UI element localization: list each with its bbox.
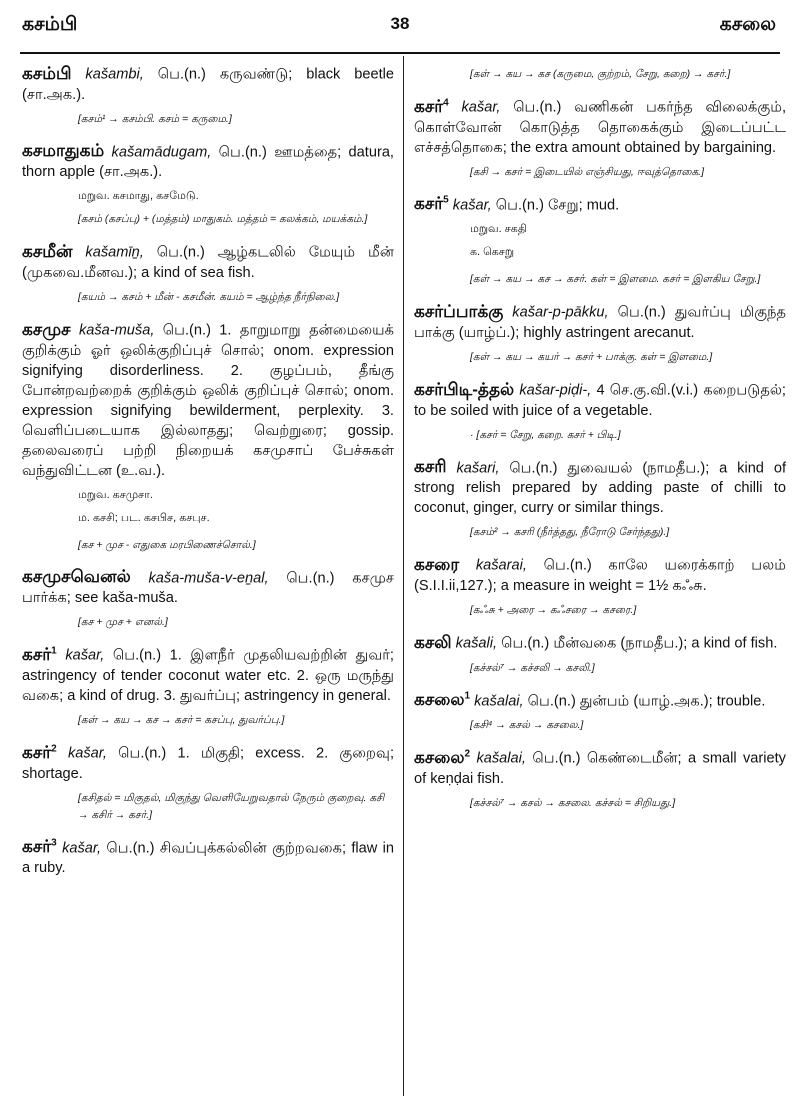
etymology-note: [கசிதல் = மிகுதல், மிகுந்து வெளியேறுவதால் நேரும் குறைவு. கசி → கசிர் → கசர்.] (78, 791, 385, 821)
entry-headword (22, 645, 57, 664)
transliteration: kašar, (67, 745, 107, 762)
definition-text: பெ.(n.) 1. மிகுதி; excess. 2. குறைவு; shortage. (22, 745, 395, 782)
headword-text: கசரை (414, 554, 460, 574)
definition-text: பெ.(n.) 1. இளநீர் முதலியவற்றின் துவர்; astringency of tender coconut water etc. 2. ஒரு மருந்து வகை; a kind of drug. 3. துவர்ப்பு; astringency in general. (22, 647, 394, 704)
headword-text: கசலி (414, 632, 452, 652)
right-column (414, 60, 786, 822)
dictionary-entry (22, 60, 394, 105)
transliteration: kašar-piḍi-, (519, 382, 592, 399)
transliteration: kaša-muša-v-eṉal, (148, 570, 269, 587)
entry-headword (414, 194, 449, 213)
etymology-note: [கசம்² → கசரி (நீர்த்தது, நீரோடு சேர்ந்தது).] (470, 526, 670, 539)
headword-text: கசலை (414, 690, 465, 710)
transliteration: kašar, (452, 197, 492, 214)
transliteration: kašarai, (475, 557, 527, 574)
page-number: 38 (390, 14, 410, 33)
right-guide-word: கசலை (719, 14, 776, 35)
entry-headword (414, 555, 459, 574)
entry-headword (22, 64, 71, 83)
entry-headword (414, 302, 503, 321)
page-header (0, 0, 800, 48)
definition-text: 4 செ.கு.வி.(v.i.) கறைபடுதல்; to be soiled with juice of a vegetable. (414, 382, 786, 419)
definition-text: பெ.(n.) மீன்வகை (நாமதீப.); a kind of fish. (497, 635, 778, 652)
headword-text: கசமாதுகம் (22, 141, 105, 161)
etymology-note: [கஃசு + அரை → கஃசரை → கசரை.] (470, 603, 637, 616)
transliteration: kašamīṉ, (85, 244, 144, 261)
headword-text: கசம்பி (22, 63, 72, 83)
definition-text: பெ.(n.) ஊமத்தை; datura, thorn apple (சா.அக.). (22, 144, 394, 181)
headword-text: கசரி (414, 457, 447, 477)
etymology-note: [கள் → கய → கயர் → கசர் + பாக்கு. கள் = இளமை.] (470, 350, 713, 363)
transliteration: kašalai, (476, 750, 526, 767)
etymology-note: [கச்சல்⁷ → கசல் → கசலை. கச்சல் = சிறியது.] (470, 796, 676, 809)
dictionary-entry (22, 739, 394, 784)
etymology-note: [கயம் → கசம் + மீன் - கசமீன். கயம் = ஆழ்ந்த நீர்நிலை.] (78, 290, 340, 303)
etymology-note: [கள் → கய → கச (கருமை, குற்றம், சேறு, கறை) → கசர்.] (470, 68, 731, 80)
dictionary-entry (22, 138, 394, 183)
entry-headword (414, 690, 470, 709)
homonym-number: 2 (51, 742, 57, 754)
headword-text: கசர் (414, 96, 444, 116)
headword-text: கசமுசவெனல் (22, 567, 131, 587)
homonym-number: 3 (51, 837, 57, 849)
headword-text: கசர் (22, 742, 52, 762)
transliteration: kašar, (65, 647, 105, 664)
headword-text: கசர்ப்பாக்கு (414, 301, 504, 321)
definition-text: பெ.(n.) துன்பம் (யாழ்.அக.); trouble. (523, 693, 766, 710)
cognate-note: க. கெசறு (470, 246, 515, 259)
homonym-number: 5 (443, 194, 449, 206)
etymology-note: [கச + முச - எதுகை மரபிணைச்சொல்.] (78, 538, 256, 551)
etymology-note: [கள் → கய → கச → கசர். கள் = இளமை. கசர் = இளகிய சேறு.] (470, 273, 761, 286)
entry-headword (414, 97, 449, 116)
definition-text: பெ.(n.) கெண்டைமீன்; a small variety of keṇḍai fish. (414, 750, 786, 787)
dictionary-entry (414, 551, 786, 596)
definition-text: பெ.(n.) காலே யரைக்காற் பலம் (S.I.I.ii,127.); a measure in weight = 1½ கஃசு. (414, 557, 786, 594)
synonym-note: மறுவ. சகதி (470, 223, 527, 236)
transliteration: kašari, (456, 460, 500, 477)
entry-headword (414, 633, 452, 652)
entry-headword (414, 380, 514, 399)
transliteration: kašar, (62, 840, 102, 857)
cognate-note: ம. கசசி; பட. கசபிச, கசபுச. (78, 511, 210, 524)
dictionary-entry (22, 564, 394, 609)
dictionary-entry (414, 93, 786, 158)
dictionary-entry (22, 316, 394, 481)
etymology-note: [கச + முச + எனல்.] (78, 616, 168, 629)
headword-text: கசர்பிடி-த்தல் (414, 379, 515, 399)
synonym-note: மறுவ. கசமாது, கசமேடு. (78, 190, 199, 203)
dictionary-entry (414, 454, 786, 519)
dictionary-entry (22, 238, 394, 283)
definition-text: பெ.(n.) துவையல் (நாமதீப.); a kind of strong relish prepared by adding paste of chilli to coconut, ginger, curry or similar things. (414, 460, 786, 517)
etymology-note: [கள் → கய → கச → கசர் = கசப்பு, துவர்ப்பு.] (78, 713, 285, 726)
column-divider (403, 56, 404, 1096)
header-rule (20, 52, 780, 54)
dictionary-entry (414, 629, 786, 654)
definition-text: பெ.(n.) வணிகன் பகர்ந்த விலைக்கும், கொள்வோன் கொடுத்த தொகைக்கும் இடைப்பட்ட எச்சத்தொகை; the extra amount obtained by bargaining. (414, 99, 786, 156)
homonym-number: 2 (464, 748, 471, 760)
transliteration: kašalai, (474, 693, 524, 710)
dictionary-entry (414, 191, 786, 216)
transliteration: kaša-muša, (78, 322, 155, 339)
entry-headword (22, 567, 131, 586)
headword-text: கசமீன் (22, 241, 73, 261)
dictionary-entry (22, 834, 394, 879)
headword-text: கசலை (414, 747, 465, 767)
definition-text: பெ.(n.) துவர்ப்பு மிகுந்த பாக்கு (யாழ்ப்.); highly astringent arecanut. (414, 304, 786, 341)
transliteration: kašali, (455, 635, 498, 652)
etymology-note: · [கசர் = சேறு, கறை. கசர் + பிடி.] (470, 428, 621, 441)
transliteration: kašambi, (85, 66, 144, 83)
headword-text: கசர் (22, 644, 52, 664)
headword-text: கசர் (414, 194, 444, 214)
homonym-number: 4 (443, 97, 449, 108)
etymology-note: [கசம் (கசப்பு) + (மத்தம்) மாதுகம். மத்தம் = கலக்கம், மயக்கம்.] (78, 213, 368, 226)
headword-text: கசர் (22, 837, 52, 857)
etymology-note: [கசி⁴ → கசல் → கசலை.] (470, 719, 584, 732)
entry-headword (22, 837, 57, 856)
dictionary-entry (414, 298, 786, 343)
left-guide-word: கசம்பி (22, 14, 78, 35)
definition-text: பெ.(n.) ஆழ்கடலில் மேயும் மீன் (முகவை.மீனவ.); a kind of sea fish. (22, 244, 394, 281)
dictionary-entry (414, 744, 786, 789)
etymology-note: [கசி → கசர் = இடையில் எஞ்சியது, ஈவுத்தொகை.] (470, 165, 705, 178)
transliteration: kašar-p-pākku, (512, 304, 609, 321)
entry-headword (414, 457, 447, 476)
entry-headword (22, 743, 57, 762)
definition-text: பெ.(n.) சேறு; mud. (491, 197, 620, 214)
definition-text: பெ.(n.) 1. தாறுமாறு தன்மையைக் குறிக்கும் ஓர் ஒலிக்குறிப்புச் சொல்; onom. expression signifying disorderliness. 2. குழப்பம், தீங்கு போன்றவற்றைக் குறிக்கும் ஒலிக் குறிப்புச் சொல்; onom. expression signifying bewilderment, perplexity. 3. வெளிப்படையாக இல்லாதது; வெற்றுரை; gossip. தலைவரைப் பற்றி நிறையக் கசமுசாப் பேச்சுகள் வந்துவிட்டன (உ.வ.). (22, 322, 394, 479)
dictionary-entry (414, 687, 786, 712)
definition-text: பெ.(n.) சிவப்புக்கல்லின் குற்றவகை; flaw in a ruby. (22, 840, 394, 877)
entry-headword (414, 748, 470, 767)
dictionary-entry (22, 641, 394, 706)
homonym-number: 1 (464, 690, 471, 702)
transliteration: kašar, (461, 99, 501, 116)
entry-headword (22, 141, 104, 160)
left-column (22, 60, 394, 884)
definition-text: பெ.(n.) கருவண்டு; black beetle (சா.அக.). (22, 66, 394, 103)
synonym-note: மறுவ. கசமுசா. (78, 488, 153, 501)
homonym-number: 1 (51, 645, 57, 657)
entry-headword (22, 320, 71, 339)
entry-headword (22, 242, 73, 261)
etymology-note: [கசம்¹ → கசம்பி. கசம் = கருமை.] (78, 112, 232, 125)
transliteration: kašamādugam, (111, 144, 212, 161)
etymology-note: [கச்சல்⁷ → கச்சலி → கசலி.] (470, 661, 595, 674)
definition-text: பெ.(n.) கசமுச பார்க்க; see kaša-muša. (22, 570, 394, 607)
dictionary-entry (414, 376, 786, 421)
headword-text: கசமுச (22, 319, 71, 339)
